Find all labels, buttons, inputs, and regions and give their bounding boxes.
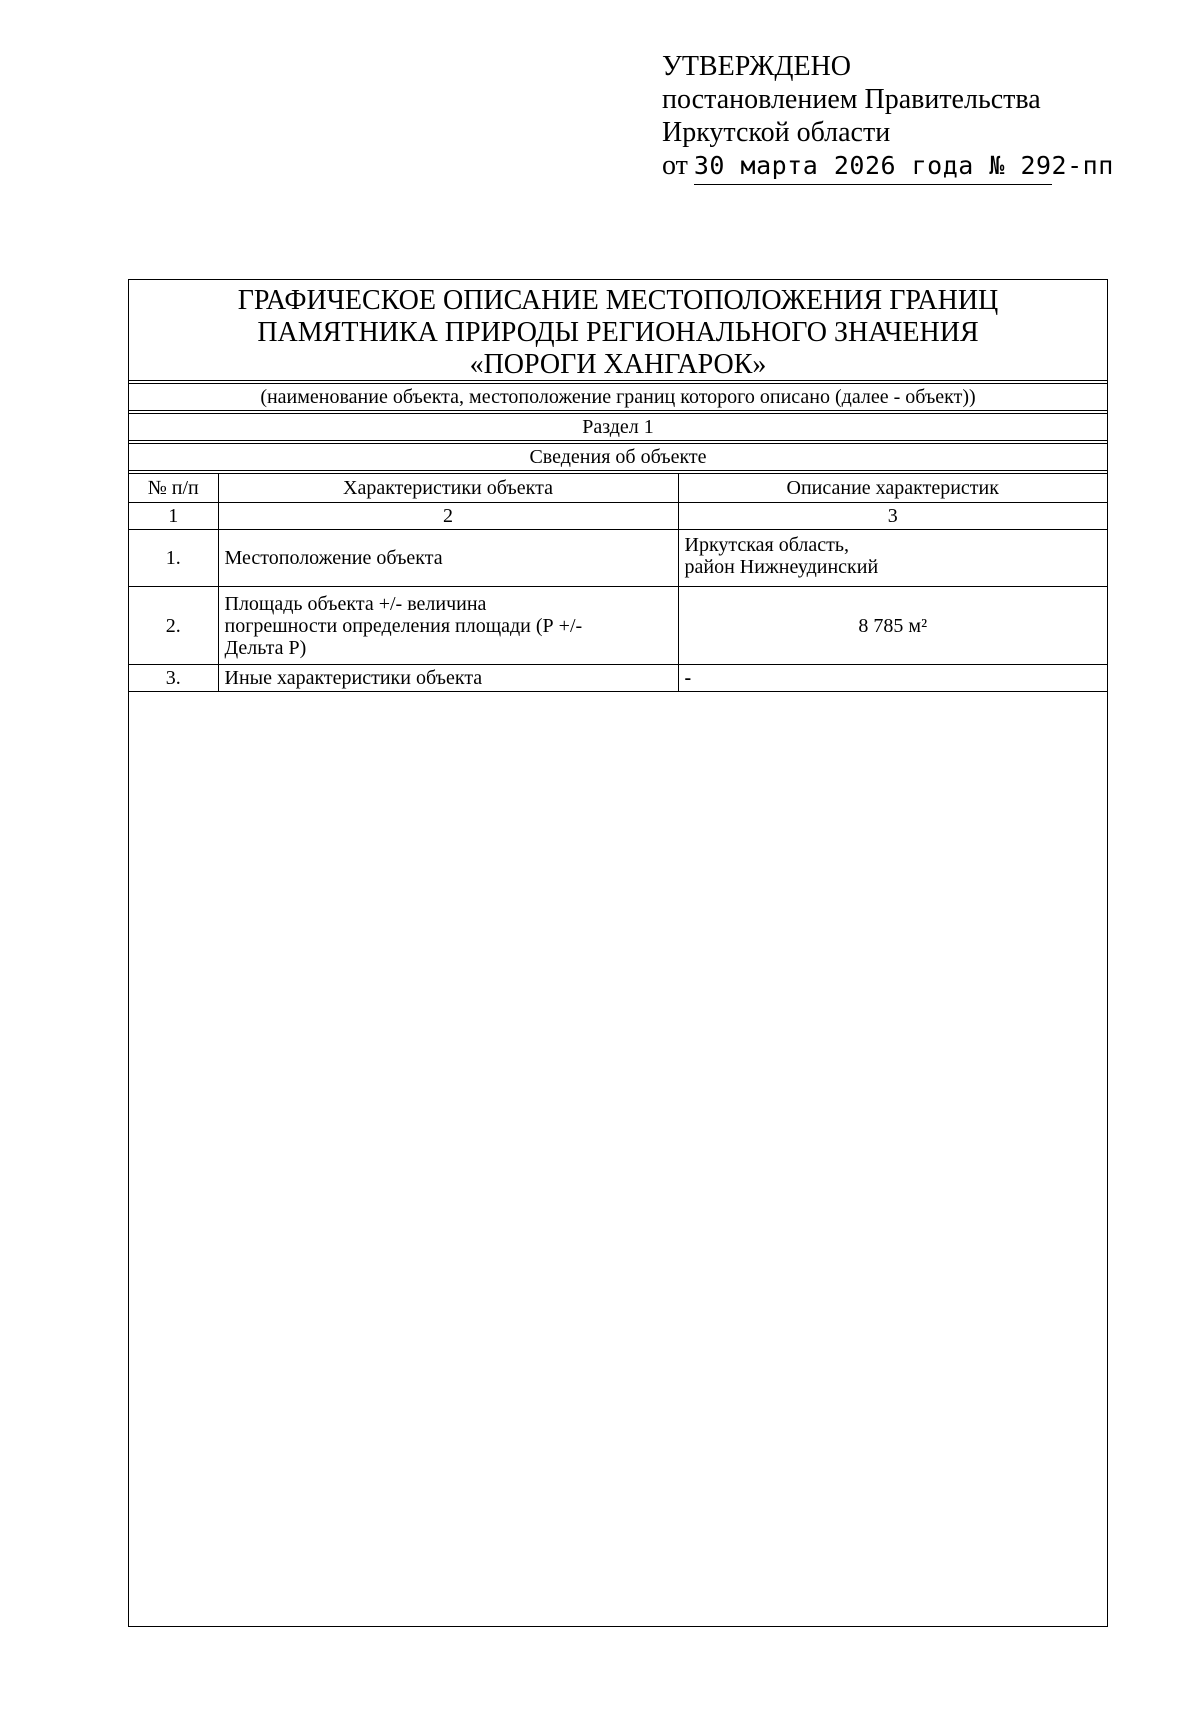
date-value: 30 марта 2026 года № 292-пп xyxy=(694,149,1052,185)
row-number: 3. xyxy=(129,665,218,692)
characteristic-line-1: Площадь объекта +/- величина xyxy=(224,592,487,615)
section-number: Раздел 1 xyxy=(129,413,1107,441)
document-title xyxy=(129,280,1107,381)
approval-line-1: постановлением Правительства xyxy=(662,84,1041,115)
object-info-table xyxy=(129,473,1107,692)
table-row xyxy=(129,665,1107,692)
description-line-2: район Нижнеудинский xyxy=(684,556,879,578)
approval-line-2: Иркутской области xyxy=(662,117,891,148)
row-number: 1. xyxy=(129,530,218,587)
section-title: Сведения об объекте xyxy=(129,443,1107,471)
col-number-2: 2 xyxy=(218,503,678,530)
col-number-3: 3 xyxy=(678,503,1107,530)
row-description: 8 785 м² xyxy=(678,587,1107,665)
table-row xyxy=(129,530,1107,587)
title-line-1: ГРАФИЧЕСКОЕ ОПИСАНИЕ МЕСТОПОЛОЖЕНИЯ ГРАНИЦ xyxy=(237,285,999,316)
row-characteristic xyxy=(218,587,678,665)
approval-title: УТВЕРЖДЕНО xyxy=(662,51,852,82)
characteristic-line-2: погрешности определения площади (Р +/- xyxy=(224,614,583,637)
header-description: Описание характеристик xyxy=(678,474,1107,503)
header-characteristic: Характеристики объекта xyxy=(218,474,678,503)
column-number-row xyxy=(129,503,1107,530)
row-number: 2. xyxy=(129,587,218,665)
approval-date-line xyxy=(662,149,1114,185)
document-subtitle: (наименование объекта, местоположение границ которого описано (далее - объект)) xyxy=(129,383,1107,411)
approval-block xyxy=(662,50,1114,185)
title-line-3: «ПОРОГИ ХАНГАРОК» xyxy=(469,349,767,380)
row-characteristic: Иные характеристики объекта xyxy=(218,665,678,692)
row-description: - xyxy=(678,665,1107,692)
col-number-1: 1 xyxy=(129,503,218,530)
header-num: № п/п xyxy=(129,474,218,503)
row-characteristic: Местоположение объекта xyxy=(218,530,678,587)
title-line-2: ПАМЯТНИКА ПРИРОДЫ РЕГИОНАЛЬНОГО ЗНАЧЕНИЯ xyxy=(257,317,979,348)
row-description xyxy=(678,530,1107,587)
table-header-row xyxy=(129,474,1107,503)
description-line-1: Иркутская область, xyxy=(684,534,850,556)
date-prefix: от xyxy=(662,150,688,181)
document-frame xyxy=(128,279,1108,1627)
table-row xyxy=(129,587,1107,665)
characteristic-line-3: Дельта Р) xyxy=(224,636,307,659)
